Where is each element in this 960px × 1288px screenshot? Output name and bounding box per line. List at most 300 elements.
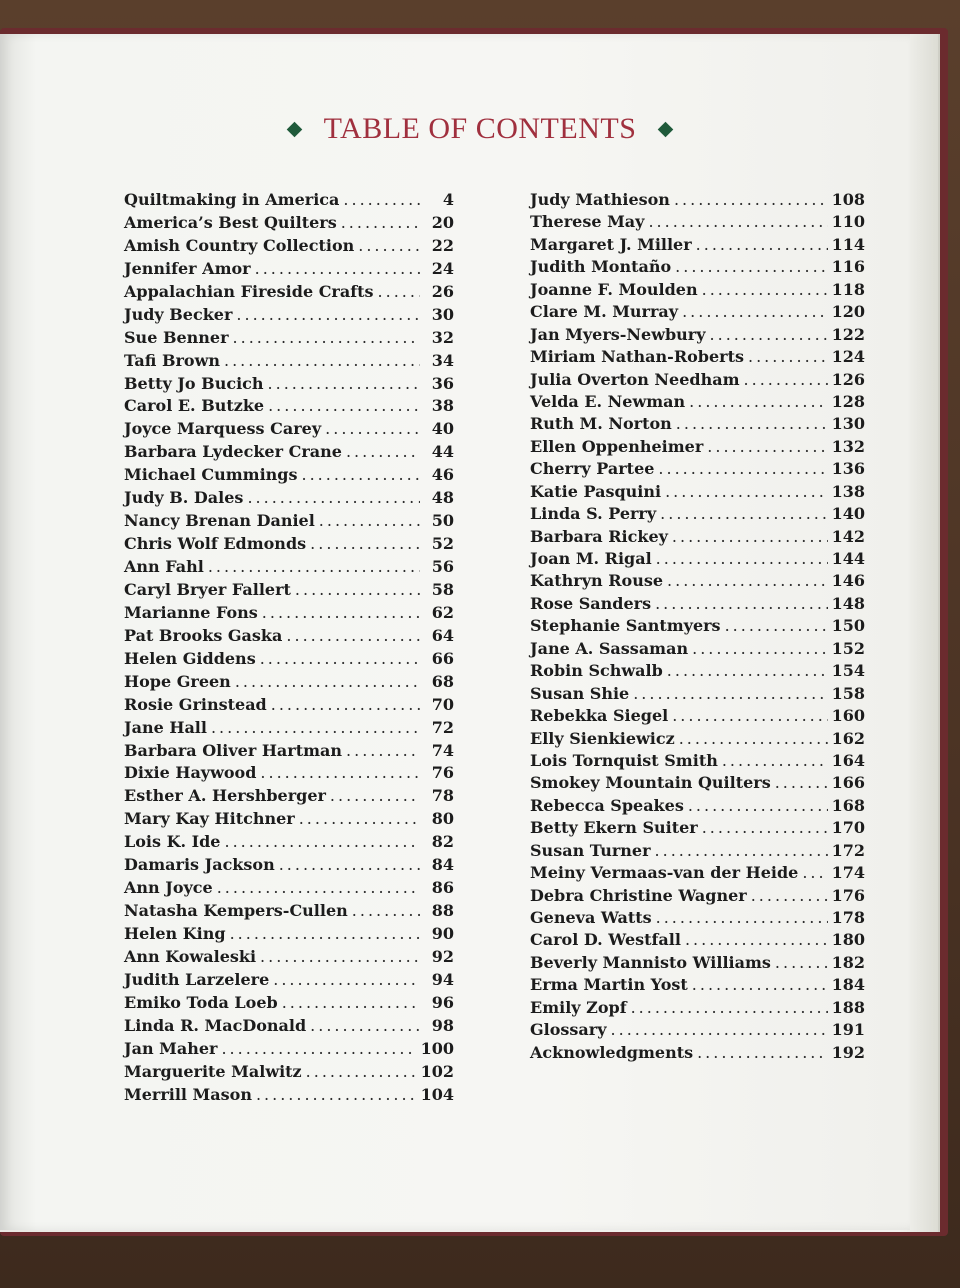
toc-entry-page-number: 136 [831,459,865,479]
dot-leader [221,1039,416,1058]
toc-entry-title: Judy B. Dales [124,488,244,508]
toc-entry [530,684,865,706]
dot-leader [260,947,420,966]
toc-entry [530,998,865,1020]
toc-entry-title: Damaris Jackson [124,855,275,875]
dot-leader [658,459,827,478]
dot-leader [692,639,827,658]
toc-entry-page-number: 44 [431,442,454,462]
toc-entry-page-number: 48 [431,488,454,508]
toc-entry-page-number: 72 [431,717,454,737]
toc-entry-title: Rebecca Speakes [530,795,684,815]
toc-entry-page-number: 22 [431,235,454,255]
toc-entry [124,534,454,557]
toc-entry [530,414,865,436]
toc-entry [530,908,865,930]
toc-entry-title: Margaret J. Miller [530,234,692,254]
toc-entry-page-number: 130 [831,414,865,434]
toc-entry-title: Jennifer Amor [124,258,251,278]
toc-entry-title: Joyce Marquess Carey [124,419,322,439]
toc-entry-page-number: 154 [831,661,865,681]
toc-entry-title: Kathryn Rouse [530,571,664,591]
toc-entry [530,975,865,997]
toc-entry-page-number: 124 [831,347,865,367]
dot-leader [279,855,420,874]
toc-entry-page-number: 36 [431,373,454,393]
toc-entry-title: Ann Joyce [124,878,213,898]
toc-entry-title: Caryl Bryer Fallert [124,579,291,599]
toc-entry [124,1062,454,1085]
toc-entry-title: Cherry Partee [530,459,655,479]
toc-entry [530,392,865,414]
toc-entry [530,1043,865,1065]
dot-leader [707,437,827,456]
toc-entry-page-number: 90 [431,924,454,943]
toc-entry-page-number: 114 [831,234,865,254]
dot-leader [682,302,828,321]
toc-entry [124,511,454,534]
toc-entry [530,325,865,347]
page-heading [0,112,960,146]
toc-entry-title: Geneva Watts [530,908,652,927]
toc-entry [124,763,454,786]
dot-leader [211,718,420,737]
dot-leader [685,930,828,949]
toc-entry-page-number: 170 [831,818,865,838]
toc-entry [530,773,865,795]
toc-entry-page-number: 52 [431,534,454,554]
toc-entry [124,557,454,580]
toc-entry-title: Betty Jo Bucich [124,373,264,393]
toc-entry-title: Michael Cummings [124,465,298,485]
dot-leader [702,818,828,837]
dot-leader [330,786,420,805]
toc-entry-page-number: 70 [431,694,454,714]
toc-entry-title: Stephanie Santmyers [530,616,721,636]
toc-entry [124,878,454,901]
dot-leader [748,347,828,366]
dot-leader [230,924,420,943]
dot-leader [306,1062,417,1081]
toc-entry [530,482,865,504]
toc-entry-title: Ruth M. Norton [530,414,672,434]
toc-entry [124,1016,454,1039]
dot-leader [679,729,828,748]
toc-entry-page-number: 46 [431,465,454,485]
toc-entry-page-number: 20 [431,212,454,232]
toc-entry-page-number: 66 [431,648,454,668]
toc-entry-page-number: 144 [831,549,865,568]
dot-leader [262,603,420,622]
dot-leader [224,351,420,370]
dot-leader [656,549,828,568]
toc-entry-page-number: 191 [831,1020,865,1040]
toc-entry-page-number: 166 [831,773,865,793]
toc-entry [124,1039,454,1062]
dot-leader [286,626,420,645]
toc-entry-title: Carol E. Butzke [124,396,265,416]
toc-entry-title: Hope Green [124,671,231,691]
dot-leader [725,616,828,635]
toc-entry-title: Dixie Haywood [124,763,257,783]
page-title: TABLE OF CONTENTS [323,112,637,145]
toc-entry-page-number: 86 [431,878,454,898]
toc-entry [530,504,865,526]
dot-leader [667,661,828,680]
toc-entry [530,302,865,324]
toc-entry-page-number: 34 [431,350,454,370]
toc-entry-title: Helen Giddens [124,648,256,668]
toc-entry [124,786,454,809]
toc-entry [124,924,454,947]
toc-entry [530,571,865,593]
toc-entry-page-number: 82 [431,832,454,852]
dot-leader [235,672,420,691]
diamond-ornament-icon [286,121,302,137]
toc-entry-title: Barbara Rickey [530,526,668,546]
toc-entry [530,347,865,369]
toc-entry-page-number: 160 [831,706,865,726]
toc-entry [124,236,454,259]
toc-entry-title: Jan Myers-Newbury [530,324,706,344]
toc-entry-page-number: 98 [431,1015,454,1035]
toc-entry-page-number: 150 [831,616,865,636]
dot-leader [299,809,420,828]
toc-entry-title: Julia Overton Needham [530,369,740,389]
toc-entry-page-number: 126 [831,369,865,389]
toc-entry [124,901,454,924]
toc-entry-title: Mary Kay Hitchner [124,809,295,829]
toc-entry-page-number: 64 [431,625,454,645]
toc-entry-page-number: 96 [431,992,454,1012]
toc-entry [530,886,865,908]
dot-leader [358,236,420,255]
toc-entry-title: Joan M. Rigal [530,549,652,568]
toc-entry-title: Rosie Grinstead [124,694,267,714]
dot-leader [672,706,827,725]
toc-entry [530,796,865,818]
toc-entry-title: Glossary [530,1020,607,1040]
toc-entry [124,190,454,213]
toc-entry [530,549,865,571]
toc-entry-title: Nancy Brenan Daniel [124,511,315,531]
toc-entry-page-number: 120 [831,302,865,322]
dot-leader [775,773,828,792]
toc-entry-title: Amish Country Collection [124,235,355,255]
dot-leader [341,213,420,232]
diamond-ornament-icon [658,121,674,137]
toc-entry-page-number: 140 [831,504,865,524]
toc-entry-page-number: 74 [431,740,454,760]
toc-entry-title: Pat Brooks Gaska [124,625,283,645]
toc-entry-title: Rebekka Siegel [530,706,669,726]
toc-entry [124,580,454,603]
toc-entry-title: Judith Larzelere [124,969,270,989]
toc-entry-page-number: 84 [431,855,454,875]
toc-entry [530,706,865,728]
dot-leader [667,571,828,590]
toc-entry [124,282,454,305]
toc-entry-page-number: 138 [831,481,865,501]
dot-leader [689,392,827,411]
toc-entry-title: Lois K. Ide [124,832,221,852]
dot-leader [236,305,420,324]
toc-entry [530,863,865,885]
toc-entry [124,374,454,397]
toc-entry [124,672,454,695]
toc-entry-page-number: 118 [831,279,865,299]
toc-entry-title: Judith Montaño [530,257,672,277]
dot-leader [688,796,828,815]
toc-entry-page-number: 68 [431,671,454,691]
toc-entry [124,718,454,741]
toc-entry-title: America’s Best Quilters [124,212,337,232]
dot-leader [655,594,828,613]
toc-entry-page-number: 110 [831,212,865,232]
dot-leader [256,1085,417,1104]
dot-leader [268,374,420,393]
toc-entry [530,639,865,661]
toc-entry-title: Robin Schwalb [530,661,663,681]
dot-leader [319,511,420,530]
toc-entry [530,953,865,975]
dot-leader [346,741,420,760]
toc-entry-page-number: 88 [431,901,454,921]
toc-entry-page-number: 172 [831,840,865,860]
toc-entry [530,818,865,840]
toc-entry-page-number: 94 [431,969,454,989]
toc-entry-title: Meiny Vermaas-van der Heide [530,863,799,883]
toc-entry-title: Helen King [124,924,226,943]
dot-leader [247,488,420,507]
dot-leader [697,1043,828,1062]
toc-entry-title: Rose Sanders [530,593,652,613]
dot-leader [710,325,828,344]
dot-leader [310,1016,420,1035]
dot-leader [295,580,420,599]
toc-entry-page-number: 58 [431,579,454,599]
toc-entry [530,1020,865,1042]
toc-column-right [530,190,865,1065]
toc-entry-title: Jan Maher [124,1038,218,1058]
toc-entry-title: Lois Tornquist Smith [530,750,718,770]
toc-entry-page-number: 158 [831,683,865,703]
toc-entry-page-number: 32 [431,327,454,347]
toc-entry [124,832,454,855]
dot-leader [656,908,828,927]
toc-entry-page-number: 102 [420,1061,454,1081]
toc-entry-title: Susan Shie [530,683,630,703]
dot-leader [633,684,827,703]
toc-entry-page-number: 30 [431,304,454,324]
toc-entry [530,841,865,863]
toc-entry-title: Marguerite Malwitz [124,1061,302,1081]
toc-entry-page-number: 122 [831,324,865,344]
toc-entry-page-number: 26 [431,281,454,301]
toc-entry-title: Judy Becker [124,304,233,324]
toc-entry-title: Smokey Mountain Quilters [530,773,771,793]
toc-entry [530,661,865,683]
dot-leader [648,212,827,231]
toc-entry [530,930,865,952]
toc-entry [530,729,865,751]
toc-entry-page-number: 146 [831,571,865,591]
toc-entry [124,488,454,511]
toc-entry-title: Elly Sienkiewicz [530,728,675,748]
toc-entry [124,328,454,351]
dot-leader [310,534,420,553]
toc-entry-page-number: 24 [431,258,454,278]
toc-entry [124,626,454,649]
toc-entry-page-number: 108 [831,190,865,209]
toc-entry-title: Appalachian Fireside Crafts [124,281,374,301]
toc-entry [124,809,454,832]
toc-entry-page-number: 104 [420,1084,454,1104]
dot-leader [692,975,828,994]
toc-entry-page-number: 184 [831,975,865,995]
toc-entry-page-number: 142 [831,526,865,546]
dot-leader [273,970,420,989]
toc-entry-page-number: 62 [431,602,454,622]
dot-leader [224,832,420,851]
toc-entry-title: Betty Ekern Suiter [530,818,698,838]
toc-entry-page-number: 174 [831,863,865,883]
toc-entry [124,970,454,993]
dot-leader [802,863,827,882]
toc-entry [124,442,454,465]
toc-entry-title: Velda E. Newman [530,391,686,411]
dot-leader [751,886,828,905]
toc-entry [124,213,454,236]
toc-entry [124,947,454,970]
toc-entry-page-number: 132 [831,436,865,456]
toc-entry-title: Debra Christine Wagner [530,885,747,905]
toc-entry [124,419,454,442]
toc-entry-page-number: 164 [831,750,865,770]
toc-entry [124,351,454,374]
dot-leader [343,190,420,209]
toc-entry-title: Barbara Lydecker Crane [124,442,342,462]
toc-entry [530,616,865,638]
toc-entry [530,235,865,257]
dot-leader [722,751,828,770]
toc-entry-title: Carol D. Westfall [530,930,681,950]
toc-entry [124,396,454,419]
toc-entry-page-number: 192 [831,1042,865,1062]
toc-entry-page-number: 128 [831,391,865,411]
dot-leader [233,328,420,347]
toc-entry-title: Chris Wolf Edmonds [124,534,307,554]
dot-leader [282,993,420,1012]
dot-leader [217,878,420,897]
toc-entry [530,212,865,234]
toc-entry [530,751,865,773]
toc-entry-page-number: 168 [831,795,865,815]
dot-leader [665,482,828,501]
toc-entry-title: Jane Hall [124,717,207,737]
toc-entry [124,993,454,1016]
toc-entry-title: Ann Fahl [124,557,204,576]
toc-entry-title: Linda S. Perry [530,504,657,524]
toc-entry-page-number: 178 [831,908,865,927]
dot-leader [260,763,420,782]
toc-entry-page-number: 4 [442,190,454,209]
toc-column-left [124,190,454,1108]
toc-entry-page-number: 56 [431,557,454,576]
toc-entry [530,190,865,212]
toc-entry-title: Judy Mathieson [530,190,670,209]
toc-entry-title: Barbara Oliver Hartman [124,740,343,760]
toc-entry-page-number: 162 [831,728,865,748]
dot-leader [260,649,420,668]
dot-leader [271,695,420,714]
toc-entry-title: Katie Pasquini [530,481,662,501]
toc-entry [124,695,454,718]
toc-entry-page-number: 78 [431,786,454,806]
toc-entry-title: Erma Martin Yost [530,975,688,995]
toc-entry [124,259,454,282]
toc-entry [124,465,454,488]
dot-leader [675,257,827,276]
dot-leader [676,414,828,433]
dot-leader [702,280,828,299]
toc-entry-title: Ellen Oppenheimer [530,436,704,456]
dot-leader [378,282,420,301]
dot-leader [208,557,420,576]
dot-leader [302,465,421,484]
toc-entry-title: Beverly Mannisto Williams [530,952,771,972]
toc-entry [530,370,865,392]
toc-entry-page-number: 116 [831,257,865,277]
dot-leader [611,1020,828,1039]
toc-entry-title: Ann Kowaleski [124,946,257,966]
toc-entry-title: Susan Turner [530,840,651,860]
toc-entry-page-number: 180 [831,930,865,950]
toc-entry-title: Esther A. Hershberger [124,786,326,806]
toc-entry-title: Emily Zopf [530,997,627,1017]
toc-entry-title: Marianne Fons [124,602,258,622]
toc-entry [530,257,865,279]
toc-entry-title: Linda R. MacDonald [124,1015,307,1035]
toc-entry-page-number: 92 [431,946,454,966]
toc-entry-title: Quiltmaking in America [124,190,340,209]
dot-leader [696,235,828,254]
toc-entry-page-number: 188 [831,997,865,1017]
toc-entry [124,649,454,672]
dot-leader [346,442,420,461]
toc-entry-page-number: 182 [831,952,865,972]
toc-entry-title: Natasha Kempers-Cullen [124,901,348,921]
dot-leader [268,396,420,415]
toc-entry-page-number: 148 [831,593,865,613]
toc-entry [124,741,454,764]
toc-entry [124,855,454,878]
toc-entry-page-number: 50 [431,511,454,531]
toc-entry [124,305,454,328]
toc-entry-page-number: 100 [420,1038,454,1058]
toc-entry-title: Miriam Nathan-Roberts [530,347,744,367]
toc-entry-title: Joanne F. Moulden [530,279,698,299]
dot-leader [631,998,828,1017]
toc-entry-title: Sue Benner [124,327,229,347]
toc-entry-title: Tafi Brown [124,350,220,370]
toc-entry [124,1085,454,1108]
dot-leader [325,419,420,438]
toc-entry [530,459,865,481]
toc-entry [530,437,865,459]
toc-entry-title: Acknowledgments [530,1042,694,1062]
dot-leader [744,370,828,389]
